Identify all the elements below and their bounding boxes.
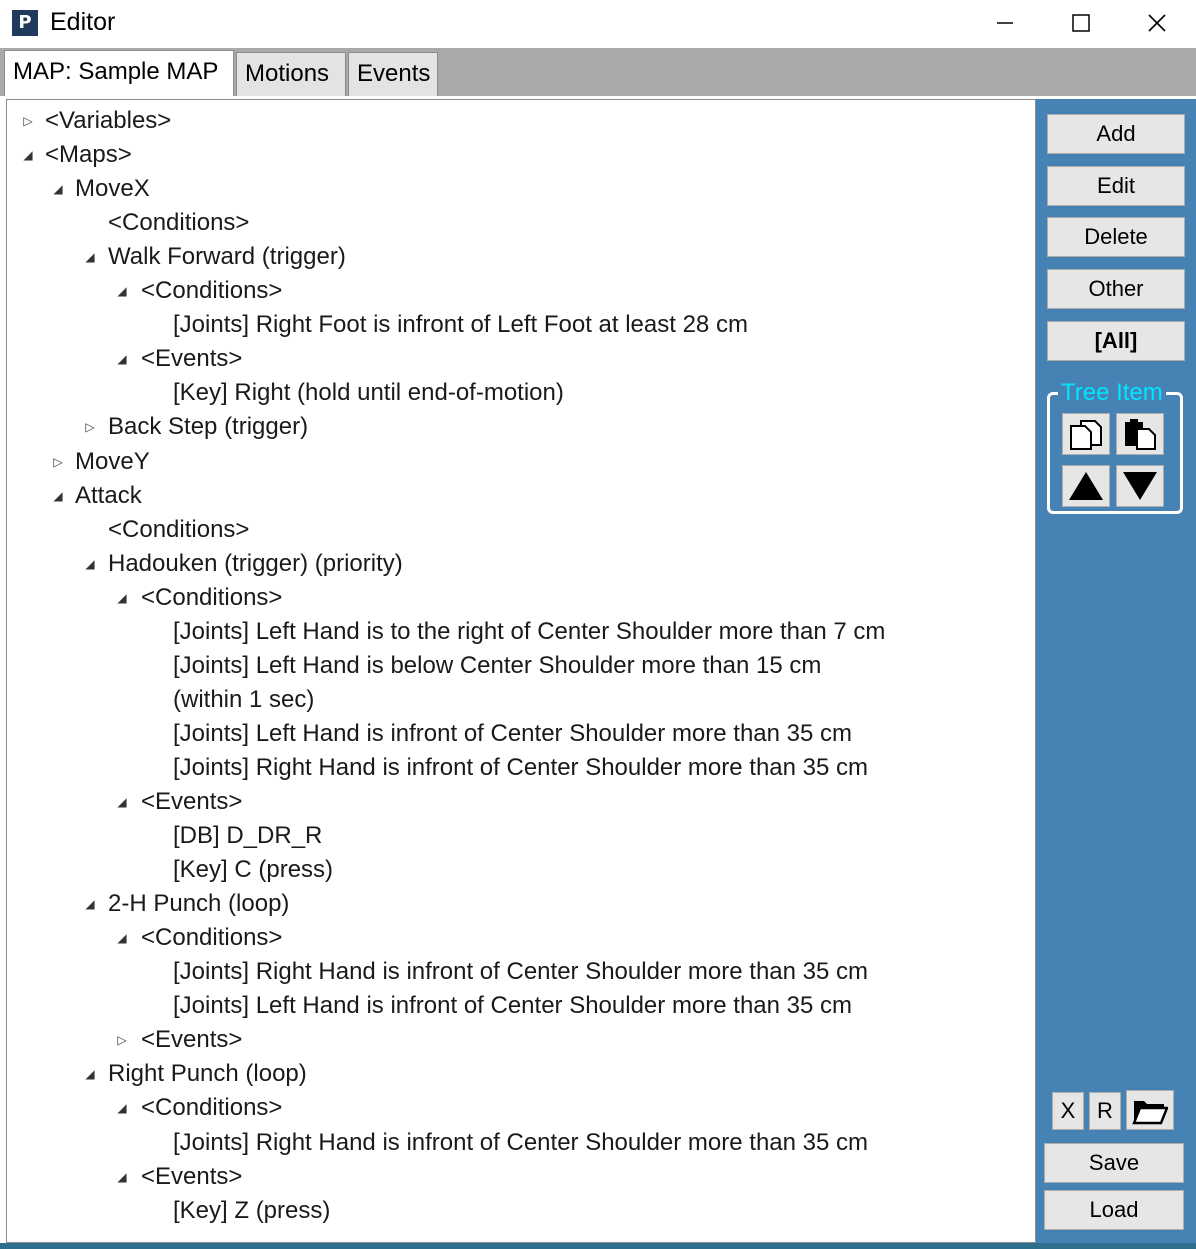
load-button[interactable]: Load <box>1044 1190 1184 1230</box>
tree-node[interactable]: [Key] Z (press) <box>173 1196 331 1224</box>
save-button[interactable]: Save <box>1044 1143 1184 1183</box>
expanded-arrow-icon[interactable]: ◢ <box>117 284 127 299</box>
expanded-arrow-icon[interactable]: ◢ <box>117 1101 127 1116</box>
map-tree-view[interactable] <box>6 99 1036 1243</box>
expanded-arrow-icon[interactable]: ◢ <box>85 1067 95 1082</box>
other-button[interactable]: Other <box>1047 269 1185 309</box>
tree-node[interactable]: [Joints] Right Hand is infront of Center Shoulder more than 35 cm <box>173 753 869 781</box>
maximize-icon <box>1071 13 1091 33</box>
tree-node[interactable]: <Events> <box>141 1026 243 1054</box>
tree-node[interactable]: [Joints] Right Foot is infront of Left Foot at least 28 cm <box>173 311 748 339</box>
tree-node[interactable]: [Key] Right (hold until end-of-motion) <box>173 379 564 407</box>
tree-node[interactable]: <Maps> <box>45 141 132 169</box>
paste-button[interactable] <box>1116 413 1164 455</box>
tree-node[interactable]: MoveX <box>75 175 150 203</box>
collapsed-arrow-icon[interactable]: ▷ <box>53 454 63 469</box>
window-bottom-border <box>0 1243 1196 1249</box>
collapsed-arrow-icon[interactable]: ▷ <box>85 420 95 435</box>
copy-icon <box>1067 417 1105 451</box>
tab-events[interactable]: Events <box>348 52 438 96</box>
tree-node[interactable]: Walk Forward (trigger) <box>108 243 346 271</box>
add-button[interactable]: Add <box>1047 114 1185 154</box>
open-folder-button[interactable] <box>1126 1090 1174 1130</box>
edit-button[interactable]: Edit <box>1047 166 1185 206</box>
minimize-button[interactable] <box>966 0 1044 46</box>
app-icon: P <box>12 10 38 36</box>
tab-motions[interactable]: Motions <box>236 52 346 96</box>
tree-node[interactable]: <Conditions> <box>141 924 283 952</box>
tree-node[interactable]: <Events> <box>141 788 243 815</box>
window-title: Editor <box>50 8 116 36</box>
tab-strip <box>0 48 1196 96</box>
tree-node[interactable]: [Joints] Right Hand is infront of Center Shoulder more than 35 cm <box>173 1128 869 1156</box>
r-button[interactable]: R <box>1089 1092 1121 1130</box>
tree-node[interactable]: 2-H Punch (loop) <box>108 890 290 918</box>
all-button[interactable]: [All] <box>1047 321 1185 361</box>
minimize-icon <box>995 13 1015 33</box>
tree-node[interactable]: Right Punch (loop) <box>108 1060 307 1088</box>
tree-node[interactable]: [Joints] Left Hand is infront of Center Shoulder more than 35 cm <box>173 719 853 747</box>
tree-node[interactable]: MoveY <box>75 447 150 475</box>
close-icon <box>1147 13 1167 33</box>
tree-node[interactable]: [DB] D_DR_R <box>173 822 323 850</box>
tree-node[interactable]: (within 1 sec) <box>173 685 315 713</box>
collapsed-arrow-icon[interactable]: ▷ <box>117 1033 127 1048</box>
move-up-button[interactable] <box>1062 465 1110 507</box>
tree-node[interactable]: [Joints] Left Hand is to the right of Center Shoulder more than 7 cm <box>173 617 886 645</box>
tree-node[interactable]: [Joints] Left Hand is infront of Center Shoulder more than 35 cm <box>173 992 853 1020</box>
expanded-arrow-icon[interactable]: ◢ <box>85 250 95 265</box>
expanded-arrow-icon[interactable]: ◢ <box>23 148 33 163</box>
paste-icon <box>1121 417 1159 451</box>
close-button[interactable] <box>1118 0 1196 46</box>
move-up-icon <box>1067 469 1105 503</box>
tree-node[interactable]: Back Step (trigger) <box>108 413 309 441</box>
expanded-arrow-icon[interactable]: ◢ <box>117 931 127 946</box>
tree-node[interactable]: Attack <box>75 481 142 509</box>
collapsed-arrow-icon[interactable]: ▷ <box>23 114 33 128</box>
tree-node[interactable]: <Conditions> <box>108 209 250 237</box>
tree-node[interactable]: <Conditions> <box>141 277 283 305</box>
expanded-arrow-icon[interactable]: ◢ <box>117 590 127 605</box>
expanded-arrow-icon[interactable]: ◢ <box>117 795 127 809</box>
copy-button[interactable] <box>1062 413 1110 455</box>
expanded-arrow-icon[interactable]: ◢ <box>85 556 95 571</box>
expanded-arrow-icon[interactable]: ◢ <box>117 352 127 367</box>
tree-node[interactable]: <Events> <box>141 345 243 373</box>
tree-node[interactable]: [Joints] Right Hand is infront of Center Shoulder more than 35 cm <box>173 958 869 986</box>
move-down-icon <box>1121 469 1159 503</box>
expanded-arrow-icon[interactable]: ◢ <box>53 488 63 503</box>
tree-node[interactable]: Hadouken (trigger) (priority) <box>108 549 403 577</box>
tree-node[interactable]: <Conditions> <box>141 1094 283 1122</box>
expanded-arrow-icon[interactable]: ◢ <box>117 1169 127 1184</box>
maximize-button[interactable] <box>1042 0 1120 46</box>
x-button[interactable]: X <box>1052 1092 1084 1130</box>
tree-node[interactable]: <Conditions> <box>108 515 250 543</box>
tree-node[interactable]: [Joints] Left Hand is below Center Shoulder more than 15 cm <box>173 651 822 679</box>
expanded-arrow-icon[interactable]: ◢ <box>53 182 63 197</box>
move-down-button[interactable] <box>1116 465 1164 507</box>
folder-open-icon <box>1132 1095 1168 1125</box>
tree-item-group-title: Tree Item <box>1058 378 1166 408</box>
expanded-arrow-icon[interactable]: ◢ <box>85 897 95 912</box>
delete-button[interactable]: Delete <box>1047 217 1185 257</box>
title-bar <box>0 0 1196 48</box>
tree-node[interactable]: <Variables> <box>45 107 172 134</box>
tab-map[interactable]: MAP: Sample MAP <box>4 50 234 96</box>
tree-node[interactable]: <Events> <box>141 1162 243 1190</box>
tree-node[interactable]: <Conditions> <box>141 583 283 611</box>
tree-node[interactable]: [Key] C (press) <box>173 856 334 884</box>
